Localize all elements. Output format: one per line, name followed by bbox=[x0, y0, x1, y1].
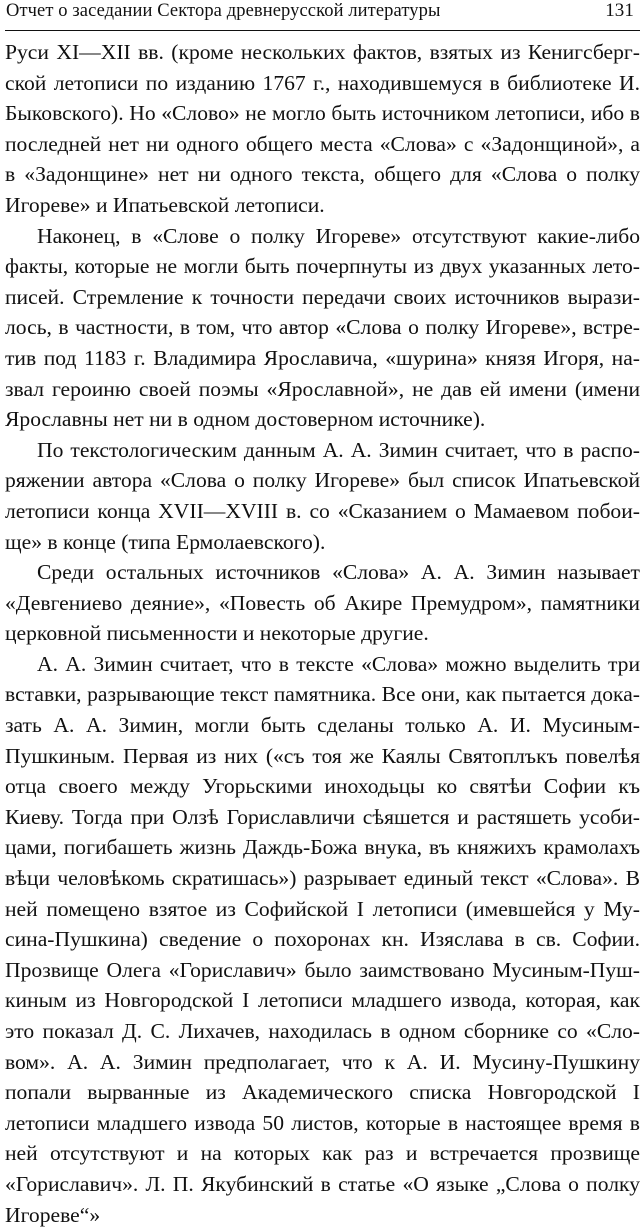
running-title: Отчет о заседании Сектора древнерусской литературы bbox=[6, 1, 441, 21]
paragraph: А. А. Зимин считает, что в тексте «Слова» можно выделить три вставки, разрывающие текст памятника. Все они, как пытается доказать А. А. Зимин, могли быть сделаны только А. И. Мусиным-Пушкиным. Первая из них («съ тоя же Каялы Святоплъкъ повелѣя отца своего между Угорьскими иноходьцы ко святѣи Софии къ Киеву. Тогда при Олзѣ Гориславличи сѣяшется и растяшеть усобицами, погибашеть жизнь Даждь-Божа внука, въ княжихъ крамолахъ вѣци человѣкомь скратишась») разрывает единый текст «Слова». В ней помещено взятое из Софийской I летописи (имевшейся у Мусина-Пушкина) сведение о похоронах кн. Изяслава в св. Софии. Прозвище Олега «Гориславич» было заимствовано Мусиным-Пушкиным из Новгородской I летописи младшего извода, которая, как это показал Д. С. Лихачев, находилась в одном сборнике со «Словом». А. А. Зимин предполагает, что к А. И. Мусину-Пушкину попали вырванные из Академического списка Новгородской I летописи младшего извода 50 листов, которые в настоящее время в ней отсутствуют и на которых как раз и встречается прозвище «Гориславич». Л. П. Якубинский в статье «О языке „Слова о полку Игореве“» bbox=[5, 651, 640, 1227]
paragraph-continued: Руси XI—XII вв. (кроме нескольких фактов, взятых из Кенигсбергской летописи по изданию 1767 г., находившемуся в библиотеке И. Быковского). Но «Слово» не могло быть источником летописи, ибо в последней нет ни одного общего места «Слова» с «Задонщиной», а в «Задонщине» нет ни одного текста, общего для «Слова о полку Игореве» и Ипатьевской летописи. bbox=[5, 40, 640, 217]
page-body bbox=[5, 37, 640, 1230]
page-number: 131 bbox=[605, 0, 634, 21]
paragraph: По текстологическим данным А. А. Зимин считает, что в распоряжении автора «Слова о полку Игореве» был список Ипатьевской летописи конца XVII—XVIII в. со «Сказанием о Мамаевом побоище» в конце (типа Ермолаевского). bbox=[5, 437, 640, 554]
paragraph: Наконец, в «Слове о полку Игореве» отсутствуют какие-либо факты, которые не могли быть почерпнуты из двух указанных летописей. Стремление к точности передачи своих источников выразилось, в частности, в том, что автор «Слова о полку Игореве», встретив под 1183 г. Владимира Ярославича, «шурина» князя Игоря, назвал героиню своей поэмы «Ярославной», не дав ей имени (имени Ярославны нет ни в одном достоверном источнике). bbox=[5, 223, 640, 432]
paragraph: Среди остальных источников «Слова» А. А. Зимин называет «Девгениево деяние», «Повесть об Акире Премудром», памятники церковной письменности и некоторые другие. bbox=[5, 560, 640, 646]
running-header bbox=[5, 0, 640, 31]
